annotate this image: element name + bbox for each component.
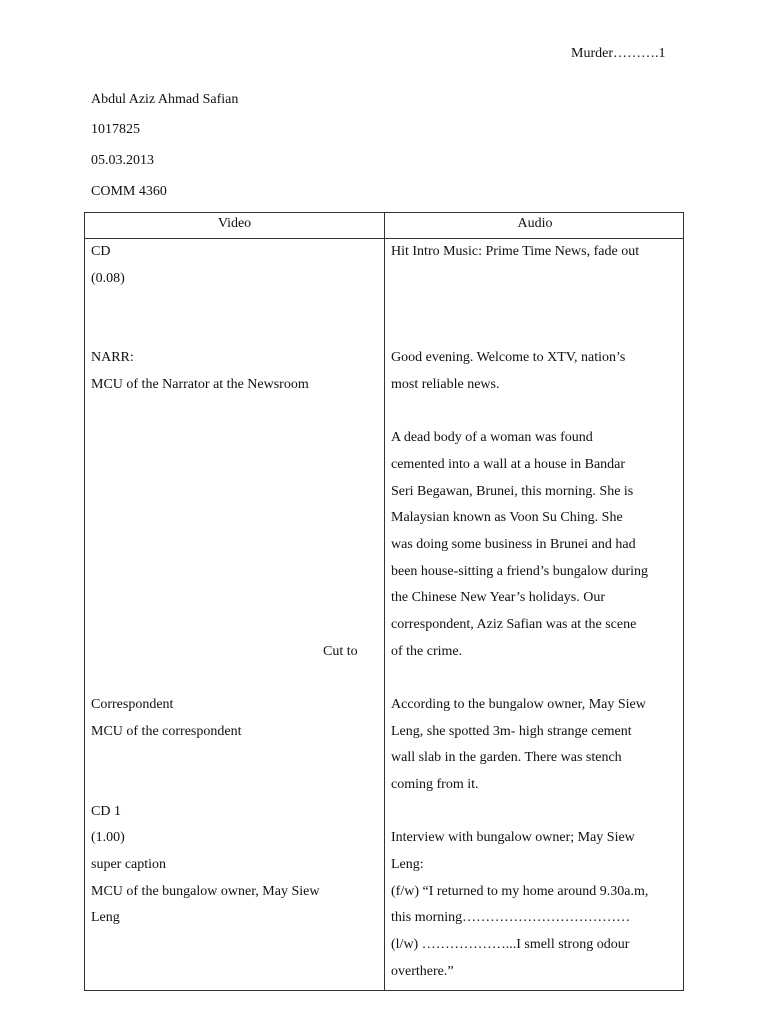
audio-greeting-line1: Good evening. Welcome to XTV, nation’s bbox=[391, 350, 626, 365]
audio-story-line: the Chinese New Year’s holidays. Our bbox=[391, 590, 605, 605]
video-cd: CD bbox=[91, 244, 111, 259]
audio-interview-line: this morning……………………………… bbox=[391, 910, 631, 925]
video-narr: NARR: bbox=[91, 350, 134, 365]
audio-story-line: Seri Begawan, Brunei, this morning. She is bbox=[391, 484, 634, 499]
column-divider bbox=[384, 213, 385, 990]
course-code: COMM 4360 bbox=[91, 184, 167, 199]
author-name: Abdul Aziz Ahmad Safian bbox=[91, 92, 239, 107]
video-cd1: CD 1 bbox=[91, 804, 121, 819]
audio-interview-line: overthere.” bbox=[391, 964, 454, 979]
script-table bbox=[84, 212, 684, 991]
student-id: 1017825 bbox=[91, 122, 140, 137]
video-cut-to: Cut to bbox=[323, 644, 358, 659]
audio-interview-line: Leng: bbox=[391, 857, 424, 872]
document-date: 05.03.2013 bbox=[91, 153, 154, 168]
audio-story-line: of the crime. bbox=[391, 644, 463, 659]
audio-report-line: coming from it. bbox=[391, 777, 479, 792]
audio-story-line: cemented into a wall at a house in Bandar bbox=[391, 457, 626, 472]
audio-story-line: Malaysian known as Voon Su Ching. She bbox=[391, 510, 623, 525]
running-head: Murder……….1 bbox=[571, 46, 666, 61]
audio-interview-line: (l/w) ………………...I smell strong odour bbox=[391, 937, 630, 952]
audio-story-line: A dead body of a woman was found bbox=[391, 430, 593, 445]
audio-story-line: correspondent, Aziz Safian was at the scene bbox=[391, 617, 637, 632]
video-owner-shot-line2: Leng bbox=[91, 910, 120, 925]
video-cd-time: (0.08) bbox=[91, 271, 125, 286]
audio-interview-line: (f/w) “I returned to my home around 9.30a.m, bbox=[391, 884, 649, 899]
audio-column-header: Audio bbox=[517, 216, 553, 231]
video-super-caption: super caption bbox=[91, 857, 167, 872]
video-owner-shot-line1: MCU of the bungalow owner, May Siew bbox=[91, 884, 320, 899]
audio-report-line: wall slab in the garden. There was stench bbox=[391, 750, 622, 765]
audio-greeting-line2: most reliable news. bbox=[391, 377, 500, 392]
audio-report-line: According to the bungalow owner, May Siew bbox=[391, 697, 646, 712]
audio-story-line: been house-sitting a friend’s bungalow during bbox=[391, 564, 649, 579]
audio-story-line: was doing some business in Brunei and had bbox=[391, 537, 636, 552]
video-correspondent: Correspondent bbox=[91, 697, 174, 712]
audio-intro: Hit Intro Music: Prime Time News, fade out bbox=[391, 244, 640, 259]
video-correspondent-shot: MCU of the correspondent bbox=[91, 724, 242, 739]
video-cd1-time: (1.00) bbox=[91, 830, 125, 845]
video-narr-shot: MCU of the Narrator at the Newsroom bbox=[91, 377, 309, 392]
audio-interview-line: Interview with bungalow owner; May Siew bbox=[391, 830, 635, 845]
audio-report-line: Leng, she spotted 3m- high strange cement bbox=[391, 724, 632, 739]
video-column-header: Video bbox=[217, 216, 252, 231]
